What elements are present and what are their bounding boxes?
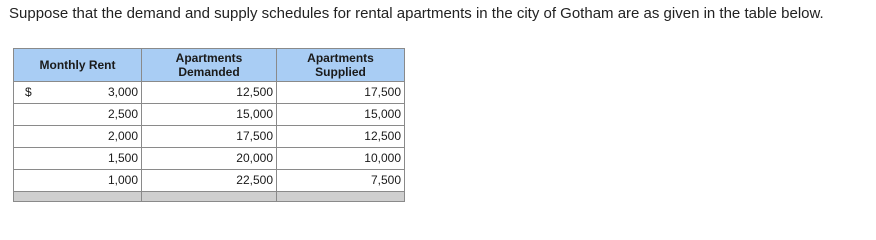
rent-cell: 2,000 [14, 126, 142, 148]
header-monthly-rent: Monthly Rent [14, 49, 142, 82]
supplied-cell: 10,000 [277, 148, 405, 170]
footer-cell [142, 192, 277, 202]
table-row [14, 148, 405, 170]
header-supplied-line2: Supplied [315, 65, 366, 79]
table-row [14, 82, 405, 104]
demanded-cell: 12,500 [142, 82, 277, 104]
rent-cell [14, 82, 142, 104]
footer-cell [277, 192, 405, 202]
table-row [14, 126, 405, 148]
supplied-cell: 12,500 [277, 126, 405, 148]
header-apartments-supplied [277, 49, 405, 82]
supplied-cell: 15,000 [277, 104, 405, 126]
table-footer-row [14, 192, 405, 202]
supplied-cell: 17,500 [277, 82, 405, 104]
question-intro-text: Suppose that the demand and supply schedules for rental apartments in the city of Gotham are as given in the table below. [9, 5, 824, 22]
header-demanded-line1: Apartments [175, 51, 243, 65]
footer-cell [14, 192, 142, 202]
header-supplied-line1: Apartments [307, 51, 374, 65]
rent-cell: 1,000 [14, 170, 142, 192]
supplied-cell: 7,500 [277, 170, 405, 192]
table-row [14, 104, 405, 126]
demanded-cell: 15,000 [142, 104, 277, 126]
demanded-cell: 20,000 [142, 148, 277, 170]
table-row [14, 170, 405, 192]
header-apartments-demanded [142, 49, 277, 82]
rent-cell: 1,500 [14, 148, 142, 170]
demanded-cell: 17,500 [142, 126, 277, 148]
schedule-table [13, 48, 405, 202]
demanded-cell: 22,500 [142, 170, 277, 192]
table-header-row [14, 49, 405, 82]
currency-symbol: $ [25, 85, 32, 99]
rent-value: 3,000 [107, 85, 138, 99]
header-demanded-line2: Demanded [178, 65, 240, 79]
rent-cell: 2,500 [14, 104, 142, 126]
